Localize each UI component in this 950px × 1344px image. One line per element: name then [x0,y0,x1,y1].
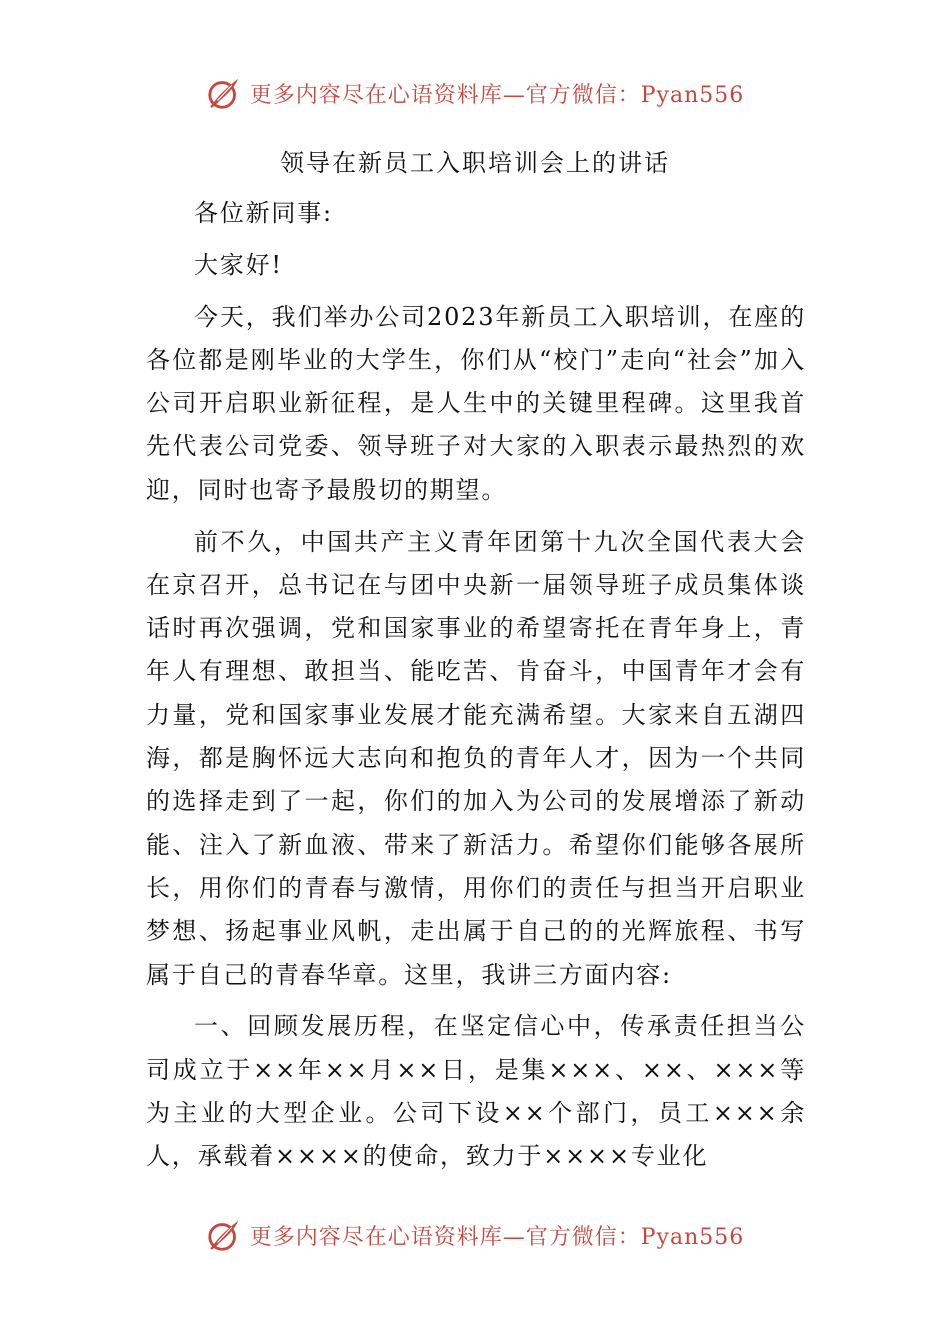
watermark-footer [0,1210,950,1260]
greeting: 大家好! [194,250,283,279]
document-body [146,192,806,1187]
paragraph-section-one: 一、回顾发展历程，在坚定信心中，传承责任担当公司成立于××年××月××日，是集×××、××、×××等为主业的大型企业。公司下设××个部门，员工×××余人，承载着××××的使命，致力于××××专业化 [146,1012,806,1171]
watermark-text: 更多内容尽在心语资料库—官方微信：Pyan556 [249,82,745,108]
watermark-header [0,68,950,118]
paragraph-youth: 前不久，中国共产主义青年团第十九次全国代表大会在京召开，总书记在与团中央新一届领导班子成员集体谈话时再次强调，党和国家事业的希望寄托在青年身上，青年人有理想、敢担当、能吃苦、肯奋斗，中国青年才会有力量，党和国家事业发展才能充满希望。大家来自五湖四海，都是胸怀远大志向和抱负的青年人才，因为一个共同的选择走到了一起，你们的加入为公司的发展增添了新动能、注入了新血液、带来了新活力。希望你们能够各展所长，用你们的青春与激情，用你们的责任与担当开启职业梦想、扬起事业风帆，走出属于自己的的光辉旅程、书写属于自己的青春华章。这里，我讲三方面内容: [146,527,806,989]
salutation: 各位新同事: [194,199,333,227]
quill-pen-logo-icon [206,74,244,112]
paragraph-intro: 今天，我们举办公司2023年新员工入职培训，在座的各位都是刚毕业的大学生，你们从“校门”走向“社会”加入公司开启职业新征程，是人生中的关键里程碑。这里我首先代表公司党委、领导班子对大家的入职表示最热烈的欢迎，同时也寄予最殷切的期望。 [146,302,806,504]
document-title: 领导在新员工入职培训会上的讲话 [280,149,670,177]
quill-pen-logo-icon [206,1216,244,1254]
watermark-text: 更多内容尽在心语资料库—官方微信：Pyan556 [249,1224,745,1250]
